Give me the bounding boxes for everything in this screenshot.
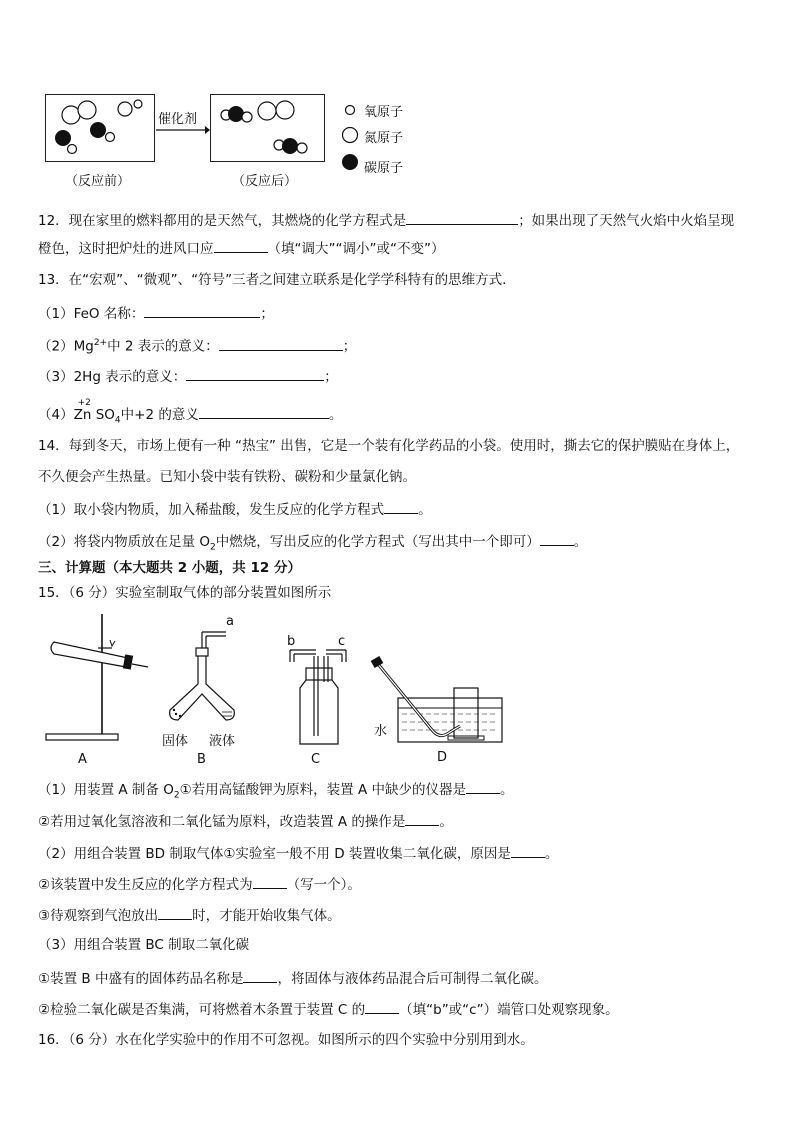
q14-part1: （1）取小袋内物质，加入稀盐酸，发生反应的化学方程式 。 <box>38 499 432 519</box>
q15-blank-5[interactable] <box>158 905 192 920</box>
q16-stem: 16．（6 分）水在化学实验中的作用不可忽视。如图所示的四个实验中分别用到水。 <box>38 1032 534 1048</box>
apparatus-figure <box>40 612 510 768</box>
oxygen-atom <box>297 143 307 153</box>
q15-part3-2: ②检验二氧化碳是否集满，可将燃着木条置于装置 C 的 （填“b”或“c”）端管口处观察现象。 <box>38 999 619 1019</box>
apparatus-d-drawing <box>371 656 502 742</box>
apparatus-label-D: D <box>437 750 448 765</box>
q15-stem: 15．（6 分）实验室制取气体的部分装置如图所示 <box>38 585 332 601</box>
nitrogen-atom <box>118 102 132 116</box>
q14-blank-2[interactable] <box>540 531 574 546</box>
q12-line2: 橙色，这时把炉灶的进风口应 （填“调大”“调小”或“不变”） <box>38 238 444 258</box>
apparatus-label-B: B <box>197 752 206 767</box>
q15-part3-1: ①装置 B 中盛有的固体药品名称是 ，将固体与液体药品混合后可制得二氧化碳。 <box>38 968 547 988</box>
oxygen-atom <box>106 133 115 142</box>
carbon-atom <box>55 130 71 146</box>
catalyst-label: 催化剂 <box>158 112 198 127</box>
before-caption: （反应前） <box>65 174 131 189</box>
label-water: 水 <box>374 724 388 739</box>
q14-blank-1[interactable] <box>384 499 418 514</box>
q13-part1: （1）FeO 名称： ； <box>38 303 274 323</box>
section-3-heading: 三、计算题（本大题共 2 小题，共 12 分） <box>38 560 301 576</box>
q12-answer-blank-1[interactable] <box>406 210 518 225</box>
legend-nitrogen-label: 氮原子 <box>364 131 404 146</box>
after-molecules <box>211 95 324 161</box>
q15-part2-2: ②该装置中发生反应的化学方程式为 （写一个）。 <box>38 874 361 894</box>
label-c-small: c <box>338 634 346 649</box>
carbon-atom <box>228 106 244 122</box>
label-solid: 固体 <box>162 734 189 749</box>
before-molecules <box>46 95 154 161</box>
q13-stem: 13．在“宏观”、“微观”、“符号”三者之间建立联系是化学学科特有的思维方式. <box>38 272 507 288</box>
oxygen-atom <box>242 112 252 122</box>
q15-part3: （3）用组合装置 BC 制取二氧化碳 <box>38 937 250 953</box>
oxygen-atom <box>134 100 142 108</box>
q15-blank-1[interactable] <box>466 779 500 794</box>
nitrogen-atom <box>62 106 80 124</box>
reaction-arrow <box>155 124 211 136</box>
oxygen-atom <box>68 145 77 154</box>
q13-blank-1[interactable] <box>144 303 260 318</box>
zinc-charge: +2 <box>77 398 91 408</box>
apparatus-a-drawing <box>46 614 148 740</box>
q15-part2-3: ③待观察到气泡放出 时，才能开始收集气体。 <box>38 905 341 925</box>
legend-oxygen-label: 氧原子 <box>364 105 404 120</box>
apparatus-label-A: A <box>78 752 87 767</box>
q15-part1: （1）用装置 A 制备 $O_2①$若用高锰酸钾为原料，装置 A 中缺少的仪器是 。 <box>38 779 513 805</box>
label-b-small: b <box>287 634 296 649</box>
carbon-atom <box>90 122 106 138</box>
apparatus-label-C: C <box>311 752 321 767</box>
legend-carbon-icon <box>341 153 359 171</box>
label-a-small: a <box>226 614 234 629</box>
before-reaction-box <box>45 94 155 162</box>
q13-part4: （4） +2 Zn $SO_4$中+2 的意义 。 <box>38 402 342 430</box>
q15-blank-2[interactable] <box>405 811 439 826</box>
zinc-sulfate-formula: +2 Zn $SO_4$ <box>74 402 121 430</box>
q15-blank-7[interactable] <box>365 999 399 1014</box>
after-reaction-box <box>210 94 325 162</box>
q12-line1: 12．现在家里的燃料都用的是天然气，其燃烧的化学方程式是 ；如果出现了天然气火焰中火焰呈现 <box>38 210 734 230</box>
q15-part2-1: （2）用组合装置 BD 制取气体①实验室一般不用 D 装置收集二氧化碳，原因是 。 <box>38 843 558 863</box>
legend-nitrogen-icon <box>341 126 359 144</box>
q13-blank-2[interactable] <box>219 336 343 351</box>
q15-blank-3[interactable] <box>511 843 545 858</box>
q12-answer-blank-2[interactable] <box>214 238 268 253</box>
after-caption: （反应后） <box>232 174 298 189</box>
q14-part2: （2）将袋内物质放在足量 $O_2$中燃烧，写出反应的化学方程式（写出其中一个即可） 。 <box>38 531 587 557</box>
carbon-atom <box>282 138 298 154</box>
apparatus-b-drawing <box>170 632 235 720</box>
q13-part3: （3）2Hg 表示的意义： ； <box>38 366 338 386</box>
q15-blank-6[interactable] <box>243 968 277 983</box>
q13-blank-3[interactable] <box>186 366 324 381</box>
legend-carbon-label: 碳原子 <box>364 161 404 176</box>
nitrogen-atom <box>276 101 294 119</box>
q13-part2: $(2)Mg^{2+}$中 2 表示的意义： ； <box>38 334 356 356</box>
q14-line2: 不久便会产生热量。已知小袋中装有铁粉、碳粉和少量氯化钠。 <box>38 469 416 485</box>
legend-oxygen-icon <box>344 104 356 116</box>
apparatus-c-drawing <box>290 650 346 744</box>
label-liquid: 液体 <box>209 734 236 749</box>
q14-line1: 14．每到冬天，市场上便有一种 “热宝” 出售，它是一个装有化学药品的小袋。使用时，撕去它的保护膜贴在身体上， <box>38 438 740 454</box>
nitrogen-atom <box>258 102 276 120</box>
q13-blank-4[interactable] <box>199 404 329 419</box>
q15-part1-2: ②若用过氧化氢溶液和二氧化锰为原料，改造装置 A 的操作是 。 <box>38 811 453 831</box>
q15-blank-4[interactable] <box>253 874 287 889</box>
nitrogen-atom <box>78 101 96 119</box>
